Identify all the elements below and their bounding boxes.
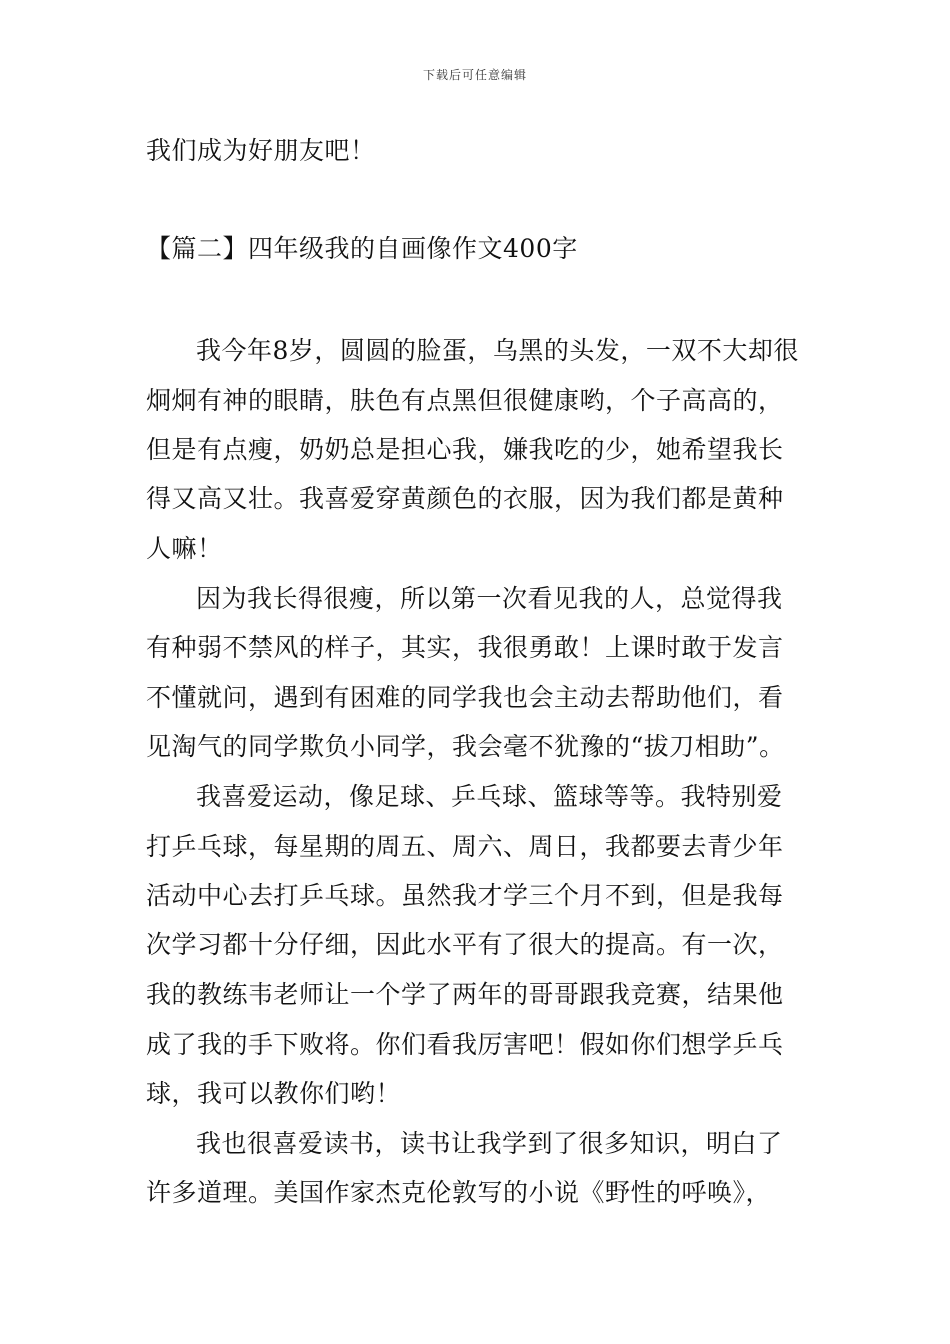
header-note: 下载后可任意编辑 xyxy=(422,68,527,82)
text-line: 我今年8岁，圆圆的脸蛋，乌黑的头发，一双不大却很 xyxy=(196,336,799,365)
text-line: 我的教练韦老师让一个学了两年的哥哥跟我竞赛，结果他 xyxy=(146,980,784,1009)
text-line: 我们成为好朋友吧！ xyxy=(146,136,376,165)
text-line: 不懂就问，遇到有困难的同学我也会主动去帮助他们，看 xyxy=(146,683,784,712)
text-line: 我也很喜爱读书，读书让我学到了很多知识，明白了 xyxy=(196,1129,783,1158)
text-line: 球，我可以教你们哟！ xyxy=(146,1079,402,1108)
text-line: 次学习都十分仔细，因此水平有了很大的提高。有一次， xyxy=(146,930,784,959)
text-line: 有种弱不禁风的样子，其实，我很勇敢！上课时敢于发言 xyxy=(146,633,784,662)
text-line: 我喜爱运动，像足球、乒乓球、篮球等等。我特别爱 xyxy=(196,782,783,811)
text-line: 打乒乓球，每星期的周五、周六、周日，我都要去青少年 xyxy=(146,832,784,861)
text-line: 但是有点瘦，奶奶总是担心我，嫌我吃的少，她希望我长 xyxy=(146,435,784,464)
text-line: 人嘛！ xyxy=(146,534,223,563)
text-line: 得又高又壮。我喜爱穿黄颜色的衣服，因为我们都是黄种 xyxy=(146,484,784,513)
text-line: 因为我长得很瘦，所以第一次看见我的人，总觉得我 xyxy=(196,584,783,613)
text-line: 见淘气的同学欺负小同学，我会毫不犹豫的“拔刀相助”。 xyxy=(146,732,785,761)
section-title: 【篇二】四年级我的自画像作文400字 xyxy=(146,234,578,263)
text-line: 炯炯有神的眼睛，肤色有点黑但很健康哟，个子高高的， xyxy=(146,386,784,415)
text-line: 活动中心去打乒乓球。虽然我才学三个月不到，但是我每 xyxy=(146,881,784,910)
text-line: 成了我的手下败将。你们看我厉害吧！假如你们想学乒乓 xyxy=(146,1030,784,1059)
text-line: 许多道理。美国作家杰克伦敦写的小说《野性的呼唤》， xyxy=(146,1178,772,1207)
